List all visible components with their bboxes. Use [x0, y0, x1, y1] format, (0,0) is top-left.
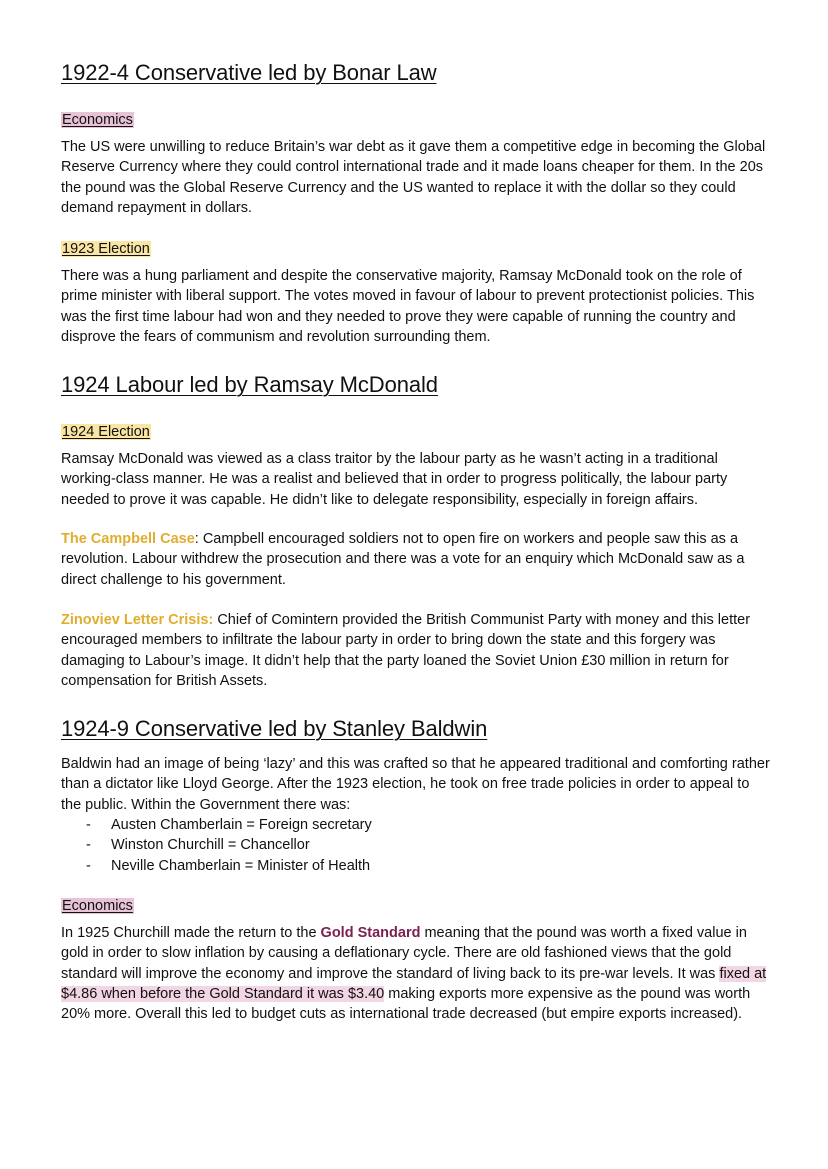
paragraph-economics-1: The US were unwilling to reduce Britain’s war debt as it gave them a competitive edge in becoming the Global Reserve Currency where they could control international trade and it made loans cheaper for them. In the 20s the pound was the Global Reserve Currency and the US wanted to replace it with the dollar so they could demand repayment in dollars. — [61, 139, 766, 216]
subheading-economics-1: Economics — [62, 112, 133, 128]
paragraph-baldwin-intro: Baldwin had an image of being ‘lazy’ and this was crafted so that he appeared traditional and comforting rather than a dictator like Lloyd George. After the 1923 election, he took on free trade policies in order to appeal to the public. Within the Government there was: — [61, 756, 770, 813]
heading-bonar-law: 1922-4 Conservative led by Bonar Law — [61, 60, 437, 85]
campbell-case-label: The Campbell Case — [61, 531, 195, 547]
list-item: - Neville Chamberlain = Minister of Health — [61, 856, 372, 876]
zinoviev-text: Chief of Comintern provided the British Communist Party with money and this letter encouraged members to infiltrate the labour party in order to bring down the state and this forgery was damaging to Labour’s image. It didn’t help that the party loaned the Soviet Union £30 million in return for compensation for British Assets. — [61, 612, 751, 689]
paragraph-zinoviev-letter — [61, 610, 771, 691]
subheading-1924-election: 1924 Election — [62, 424, 150, 440]
exchange-rate-highlight: fixed at $4.86 when before the Gold Standard it was $3.40 — [61, 965, 767, 1002]
paragraph-economics-2 — [61, 923, 771, 1024]
econ-text-3: making exports more expensive as the pound was worth 20% more. Overall this led to budget cuts as international trade decreased (but empire exports increased). — [61, 985, 751, 1023]
subheading-1923-election: 1923 Election — [62, 241, 150, 257]
heading-stanley-baldwin: 1924-9 Conservative led by Stanley Baldwin — [61, 716, 488, 741]
list-item: - Winston Churchill = Chancellor — [61, 835, 372, 855]
campbell-case-text: : Campbell encouraged soldiers not to open fire on workers and people saw this as a revolution. Labour withdrew the prosecution and there was a vote for an enquiry which McDonald saw as a direct challenge to his government. — [61, 531, 745, 588]
zinoviev-label: Zinoviev Letter Crisis: — [61, 612, 214, 628]
econ-text-1: In 1925 Churchill made the return to the — [61, 925, 321, 941]
heading-ramsay-mcdonald: 1924 Labour led by Ramsay McDonald — [61, 372, 438, 397]
list-item: - Austen Chamberlain = Foreign secretary — [61, 815, 372, 835]
paragraph-1924-election: Ramsay McDonald was viewed as a class traitor by the labour party as he wasn’t acting in a traditional working-class manner. He was a realist and believed that in order to progress politically, the labour party needed to prove it was capable. He didn’t like to delegate responsibility, especially in foreign affairs. — [61, 451, 728, 508]
paragraph-campbell-case — [61, 529, 771, 590]
econ-text-2: meaning that the pound was worth a fixed value in gold in order to slow inflation by causing a deflationary cycle. There are old fashioned views that the gold standard will improve the economy and improve the standard of living back to its pre-war levels. It was — [61, 925, 747, 982]
subheading-economics-2: Economics — [62, 898, 133, 914]
gold-standard-term: Gold Standard — [320, 925, 421, 941]
government-list — [61, 815, 372, 876]
paragraph-1923-election: There was a hung parliament and despite the conservative majority, Ramsay McDonald took on the role of prime minister with liberal support. The votes moved in favour of labour to prevent protectionist policies. This was the first time labour had won and they needed to prove they were capable of running the country and disprove the fears of communism and revolution surrounding them. — [61, 268, 755, 345]
